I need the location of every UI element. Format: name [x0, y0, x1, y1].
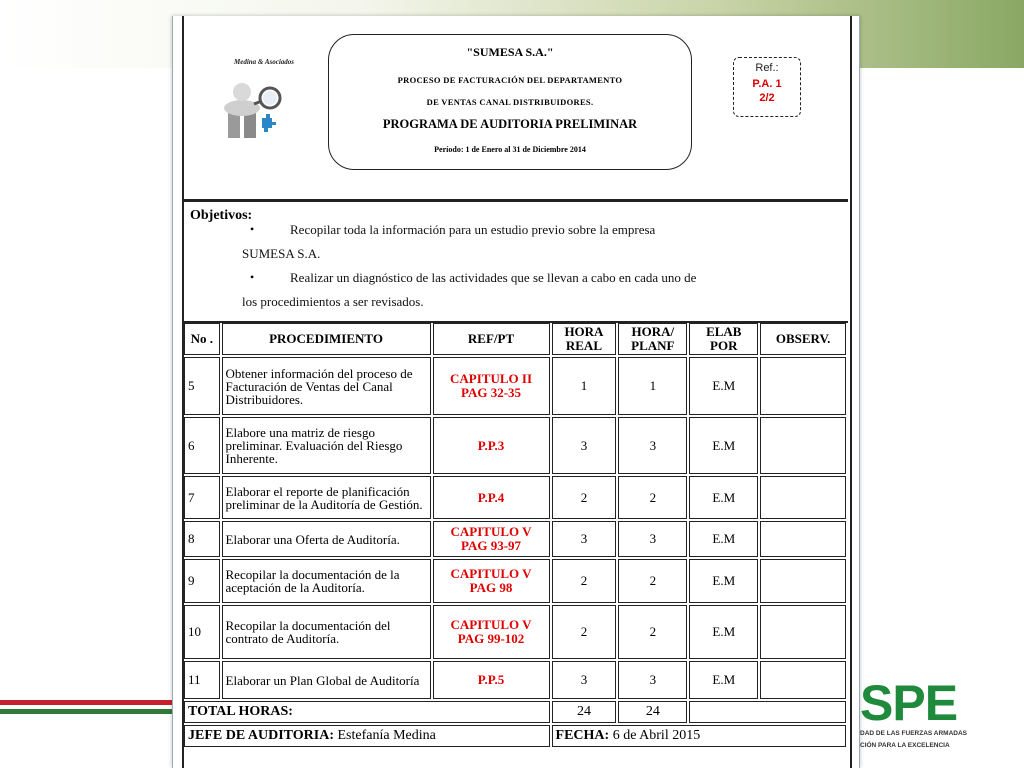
spe-logo-line2: CIÓN PARA LA EXCELENCIA [860, 742, 950, 749]
firm-logo-caption: Medina & Asociados [233, 58, 295, 66]
cell-no: 7 [184, 476, 220, 519]
table-row [184, 521, 846, 557]
cell-hora-real: 2 [552, 605, 617, 659]
cell-no: 11 [184, 661, 220, 699]
cell-hora-real: 1 [552, 357, 617, 415]
cell-no: 8 [184, 521, 220, 557]
reference-label: Ref.: [755, 62, 779, 74]
cell-observ [760, 661, 846, 699]
process-line-2: DE VENTAS CANAL DISTRIBUIDORES. [426, 97, 594, 107]
spe-logo-word: SPE [860, 675, 958, 731]
header-hora-real: HORA REAL [552, 323, 617, 355]
cell-procedimiento: Elaborar el reporte de planificación preliminar de la Auditoría de Gestión. [222, 476, 431, 519]
objective-2-line-1: Realizar un diagnóstico de las actividades que se llevan a cabo en cada uno de [290, 270, 697, 285]
total-hora-real: 24 [552, 701, 617, 723]
cell-hora-planf: 2 [618, 605, 687, 659]
cell-observ [760, 521, 846, 557]
process-line-1: PROCESO DE FACTURACIÓN DEL DEPARTAMENTO [397, 75, 623, 85]
reference-page: 2/2 [759, 92, 775, 104]
fecha-value: 6 de Abril 2015 [612, 728, 701, 743]
header-ref: REF/PT [433, 323, 550, 355]
cell-no: 6 [184, 417, 220, 474]
red-stripe [0, 700, 172, 705]
cell-ref: CAPITULO V PAG 93-97 [433, 521, 550, 557]
cell-hora-planf: 1 [618, 357, 687, 415]
cell-hora-real: 3 [552, 417, 617, 474]
objective-1-line-1: Recopilar toda la información para un estudio previo sobre la empresa [290, 222, 656, 237]
cell-hora-real: 2 [552, 559, 617, 603]
bullet-icon: • [250, 270, 255, 284]
bullet-icon: • [250, 222, 255, 236]
cell-observ [760, 476, 846, 519]
jefe-name: Estefanía Medina [337, 728, 436, 743]
spe-logo [860, 675, 1020, 758]
cell-hora-real: 3 [552, 521, 617, 557]
cell-ref: P.P.4 [433, 476, 550, 519]
table-row [184, 559, 846, 603]
objective-2-line-2: los procedimientos a ser revisados. [242, 294, 424, 309]
cell-ref: CAPITULO V PAG 98 [433, 559, 550, 603]
cell-hora-real: 3 [552, 661, 617, 699]
cell-observ [760, 417, 846, 474]
objectives-title: Objetivos: [190, 208, 253, 223]
cell-observ [760, 605, 846, 659]
cell-no: 5 [184, 357, 220, 415]
cell-procedimiento: Elaborar un Plan Global de Auditoría [222, 661, 431, 699]
cell-procedimiento: Recopilar la documentación del contrato de Auditoría. [222, 605, 431, 659]
cell-observ [760, 357, 846, 415]
cell-hora-planf: 2 [618, 476, 687, 519]
company-name: "SUMESA S.A." [466, 45, 554, 59]
firm-logo [214, 58, 314, 148]
signature-row [184, 725, 846, 747]
cell-elab: E.M [689, 417, 758, 474]
cell-elab: E.M [689, 605, 758, 659]
header-elab: ELAB POR [689, 323, 758, 355]
jefe-label: JEFE DE AUDITORIA: [188, 728, 334, 743]
table-row [184, 417, 846, 474]
header-hora-planf: HORA/ PLANF [618, 323, 687, 355]
green-stripe [0, 709, 172, 714]
cell-ref: P.P.5 [433, 661, 550, 699]
table-row [184, 357, 846, 415]
cell-no: 10 [184, 605, 220, 659]
cell-elab: E.M [689, 476, 758, 519]
cell-ref: CAPITULO II PAG 32-35 [433, 357, 550, 415]
table-row [184, 605, 846, 659]
header-procedimiento: PROCEDIMIENTO [222, 323, 431, 355]
audit-program-table [182, 321, 848, 749]
cell-hora-real: 2 [552, 476, 617, 519]
document-page [172, 16, 860, 768]
jefe-cell [184, 725, 550, 747]
cell-elab: E.M [689, 357, 758, 415]
reference-box [733, 57, 801, 117]
document-header [182, 16, 848, 201]
cell-no: 9 [184, 559, 220, 603]
cell-elab: E.M [689, 559, 758, 603]
cell-procedimiento: Elabore una matriz de riesgo preliminar. Evaluación del Riesgo Inherente. [222, 417, 431, 474]
title-box [328, 34, 692, 170]
total-empty [689, 701, 846, 723]
cell-procedimiento: Recopilar la documentación de la aceptación de la Auditoría. [222, 559, 431, 603]
total-row [184, 701, 846, 723]
cell-procedimiento: Obtener información del proceso de Facturación de Ventas del Canal Distribuidores. [222, 357, 431, 415]
white-stripe [0, 706, 172, 708]
cell-elab: E.M [689, 521, 758, 557]
objectives-section [182, 201, 848, 323]
header-no: No . [184, 323, 220, 355]
spe-logo-line1: DAD DE LAS FUERZAS ARMADAS [860, 730, 968, 737]
cell-hora-planf: 3 [618, 521, 687, 557]
table-row [184, 661, 846, 699]
cell-procedimiento: Elaborar una Oferta de Auditoría. [222, 521, 431, 557]
cell-ref: P.P.3 [433, 417, 550, 474]
header-observ: OBSERV. [760, 323, 846, 355]
reference-code: P.A. 1 [752, 78, 782, 90]
total-hora-planf: 24 [618, 701, 687, 723]
objective-1-line-2: SUMESA S.A. [242, 246, 321, 261]
table-row [184, 476, 846, 519]
cell-hora-planf: 3 [618, 661, 687, 699]
fecha-cell [552, 725, 846, 747]
total-label: TOTAL HORAS: [184, 701, 550, 723]
cell-hora-planf: 3 [618, 417, 687, 474]
cell-observ [760, 559, 846, 603]
cell-elab: E.M [689, 661, 758, 699]
magnifier-figure-icon [214, 68, 314, 148]
period: Período: 1 de Enero al 31 de Diciembre 2014 [434, 145, 586, 154]
program-title: PROGRAMA DE AUDITORIA PRELIMINAR [382, 117, 638, 131]
cell-hora-planf: 2 [618, 559, 687, 603]
fecha-label: FECHA: [555, 728, 610, 743]
cell-ref: CAPITULO V PAG 99-102 [433, 605, 550, 659]
